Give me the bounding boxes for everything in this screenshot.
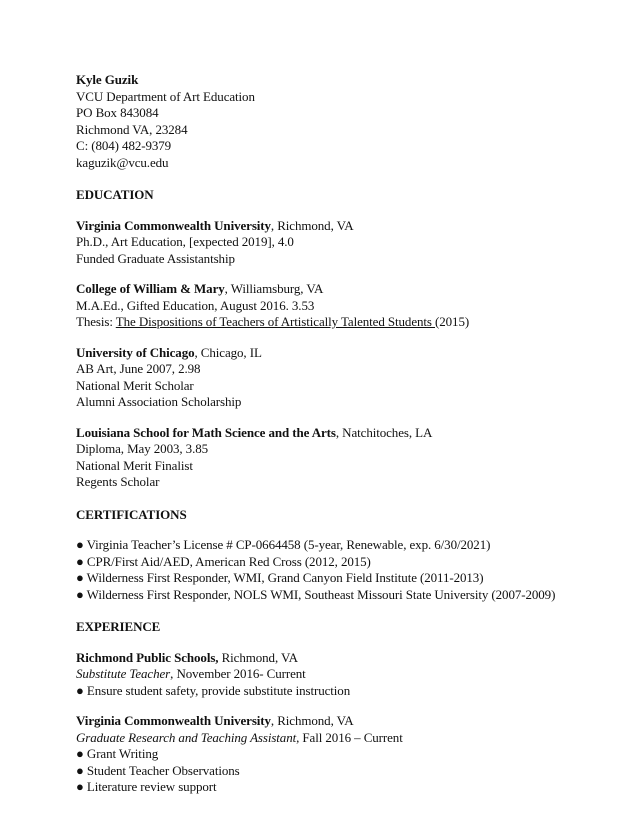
role-dates: , Fall 2016 – Current [296, 729, 403, 745]
school-location: , Williamsburg, VA [224, 281, 324, 296]
resume-page [76, 72, 596, 796]
experience-org-line [76, 650, 596, 667]
certification-item: ● Wilderness First Responder, NOLS WMI, Southeast Missouri State University (2007-2009) [76, 586, 556, 602]
role-dates: , November 2016- Current [170, 666, 306, 681]
organization-location: , Richmond, VA [270, 713, 354, 728]
department: VCU Department of Art Education [76, 88, 255, 104]
thesis-line [76, 314, 596, 331]
education-detail: Regents Scholar [76, 474, 160, 489]
education-detail: National Merit Finalist [76, 457, 193, 473]
thesis-title: The Dispositions of Teachers of Artistically Talented Students [115, 314, 436, 329]
education-entry [76, 281, 596, 331]
certification-item: ● CPR/First Aid/AED, American Red Cross (2012, 2015) [76, 553, 371, 569]
school-name: University of Chicago [76, 344, 195, 360]
role-title: Substitute Teacher [76, 666, 171, 681]
education-heading: EDUCATION [76, 187, 154, 202]
experience-bullet: ● Grant Writing [76, 746, 159, 761]
role-title: Graduate Research and Teaching Assistant [76, 729, 297, 745]
organization-name: Richmond Public Schools, [76, 649, 219, 665]
school-name: Virginia Commonwealth University [76, 217, 271, 233]
education-school-line [76, 345, 596, 362]
email: kaguzik@vcu.edu [76, 154, 169, 170]
school-location: , Natchitoches, LA [335, 424, 433, 440]
experience-entry [76, 650, 596, 700]
organization-name: Virginia Commonwealth University [76, 713, 271, 728]
education-school-line [76, 425, 596, 442]
education-entry [76, 218, 596, 268]
experience-bullet: ● Literature review support [76, 779, 217, 794]
phone: C: (804) 482-9379 [76, 138, 172, 153]
school-name: College of William & Mary [76, 281, 225, 296]
po-box: PO Box 843084 [76, 105, 159, 120]
city-address: Richmond VA, 23284 [76, 121, 188, 137]
education-school-line [76, 281, 596, 298]
experience-role-line [76, 666, 596, 683]
experience-heading: EXPERIENCE [76, 619, 161, 634]
education-detail: M.A.Ed., Gifted Education, August 2016. 3.53 [76, 297, 315, 313]
education-detail: Diploma, May 2003, 3.85 [76, 441, 209, 456]
education-entry [76, 425, 596, 491]
certification-item: ● Virginia Teacher’s License # CP-0664458 (5-year, Renewable, exp. 6/30/2021) [76, 537, 491, 552]
thesis-prefix: Thesis: [76, 314, 116, 329]
certification-item: ● Wilderness First Responder, WMI, Grand Canyon Field Institute (2011-2013) [76, 570, 484, 585]
school-location: , Chicago, IL [194, 344, 262, 360]
organization-location: Richmond, VA [218, 649, 298, 665]
experience-role-line [76, 730, 596, 747]
education-detail: Ph.D., Art Education, [expected 2019], 4.0 [76, 234, 294, 249]
certifications-heading: CERTIFICATIONS [76, 506, 187, 522]
thesis-year: (2015) [435, 314, 470, 329]
experience-bullet: ● Ensure student safety, provide substitute instruction [76, 682, 351, 698]
contact-block [76, 72, 596, 171]
education-school-line [76, 218, 596, 235]
school-name: Louisiana School for Math Science and the Arts [76, 424, 336, 440]
person-name: Kyle Guzik [76, 72, 139, 87]
experience-bullet: ● Student Teacher Observations [76, 762, 240, 778]
education-detail: National Merit Scholar [76, 377, 194, 393]
education-detail: AB Art, June 2007, 2.98 [76, 361, 201, 376]
certifications-list [76, 537, 596, 603]
education-detail: Alumni Association Scholarship [76, 394, 242, 409]
education-detail: Funded Graduate Assistantship [76, 250, 235, 266]
experience-org-line [76, 713, 596, 730]
school-location: , Richmond, VA [270, 217, 354, 233]
education-entry [76, 345, 596, 411]
experience-entry [76, 713, 596, 796]
